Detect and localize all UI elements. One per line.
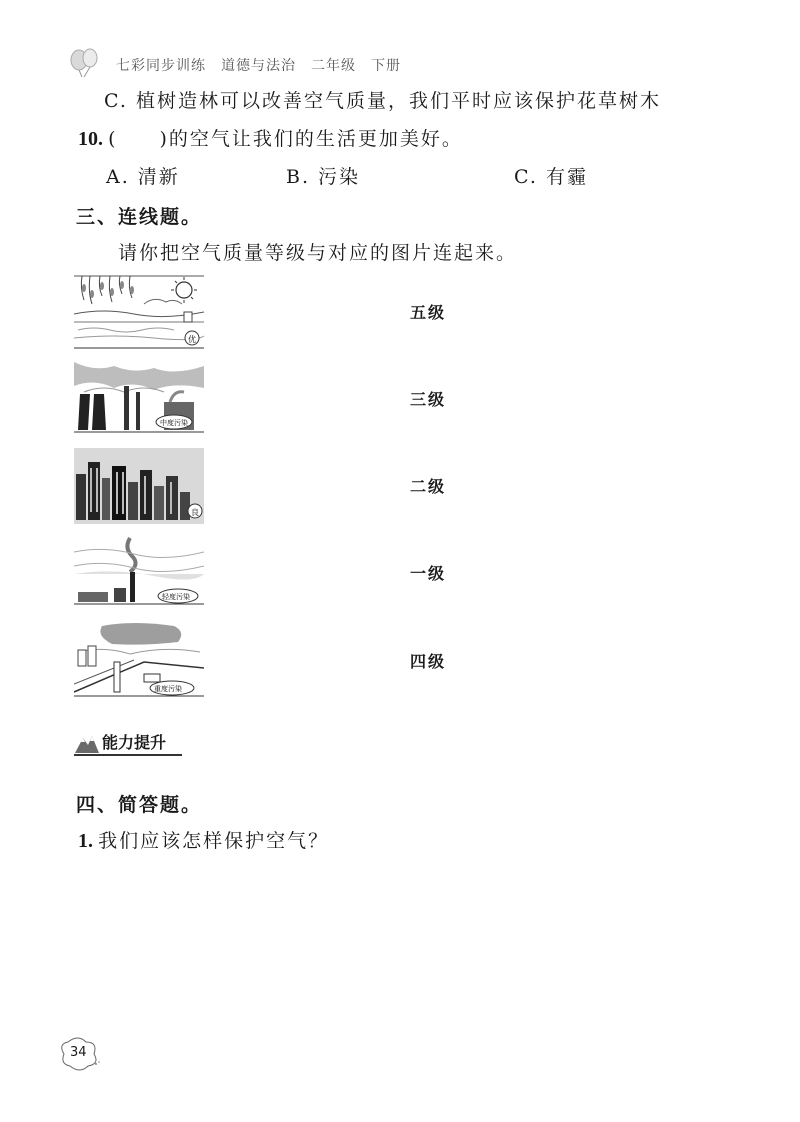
level-label: 二级 [410,477,447,496]
clean-air-river-scene-icon [74,274,204,350]
mountain-icon [74,732,100,754]
ability-section-heading [74,728,184,756]
q10 [78,124,463,151]
city-buildings-scene-icon [74,448,204,524]
chimney-smoke-scene-icon [74,532,204,608]
picture-moderate-pollution [74,362,204,438]
heavy-smog-scene-icon [74,622,204,698]
level-label: 一级 [410,564,447,583]
picture-label: 良 [191,508,199,517]
q1-text: 我们应该怎样保护空气？ [98,830,330,852]
ability-label: 能力提升 [102,733,167,752]
picture-label: 优 [188,335,196,344]
section3-title: 三、连线题。 [76,206,203,228]
q10-option-c: C. 有霾 [514,166,588,188]
header-title: 七彩同步训练 道德与法治 二年级 下册 [116,58,401,74]
level-label: 三级 [410,390,447,409]
picture-label: 轻度污染 [162,593,190,601]
picture-clean-air [74,274,204,350]
q10-number: 10. [78,128,103,150]
picture-light-pollution [74,532,204,608]
balloon-logo-icon [68,48,102,78]
picture-good-air [74,448,204,524]
page-number: 34 [70,1045,87,1060]
section4-q1 [78,826,329,853]
picture-label: 重度污染 [154,685,182,693]
q9-option-c: C. 植树造林可以改善空气质量，我们平时应该保护花草树木 [104,90,661,112]
q10-option-a: A. 清新 [106,166,180,188]
level-label: 四级 [410,652,447,671]
factory-smoke-scene-icon [74,362,204,438]
section3-instruction: 请你把空气质量等级与对应的图片连起来。 [118,242,518,264]
picture-heavy-pollution [74,622,204,698]
q10-stem: ( )的空气让我们的生活更加美好。 [108,128,463,150]
q10-option-b: B. 污染 [286,166,361,188]
picture-label: 中度污染 [160,419,188,427]
page-number-badge [58,1034,102,1074]
q1-number: 1. [78,830,93,852]
level-label: 五级 [410,303,447,322]
ability-underline [74,754,182,756]
page-header [68,48,488,78]
section4-title: 四、简答题。 [76,794,203,816]
